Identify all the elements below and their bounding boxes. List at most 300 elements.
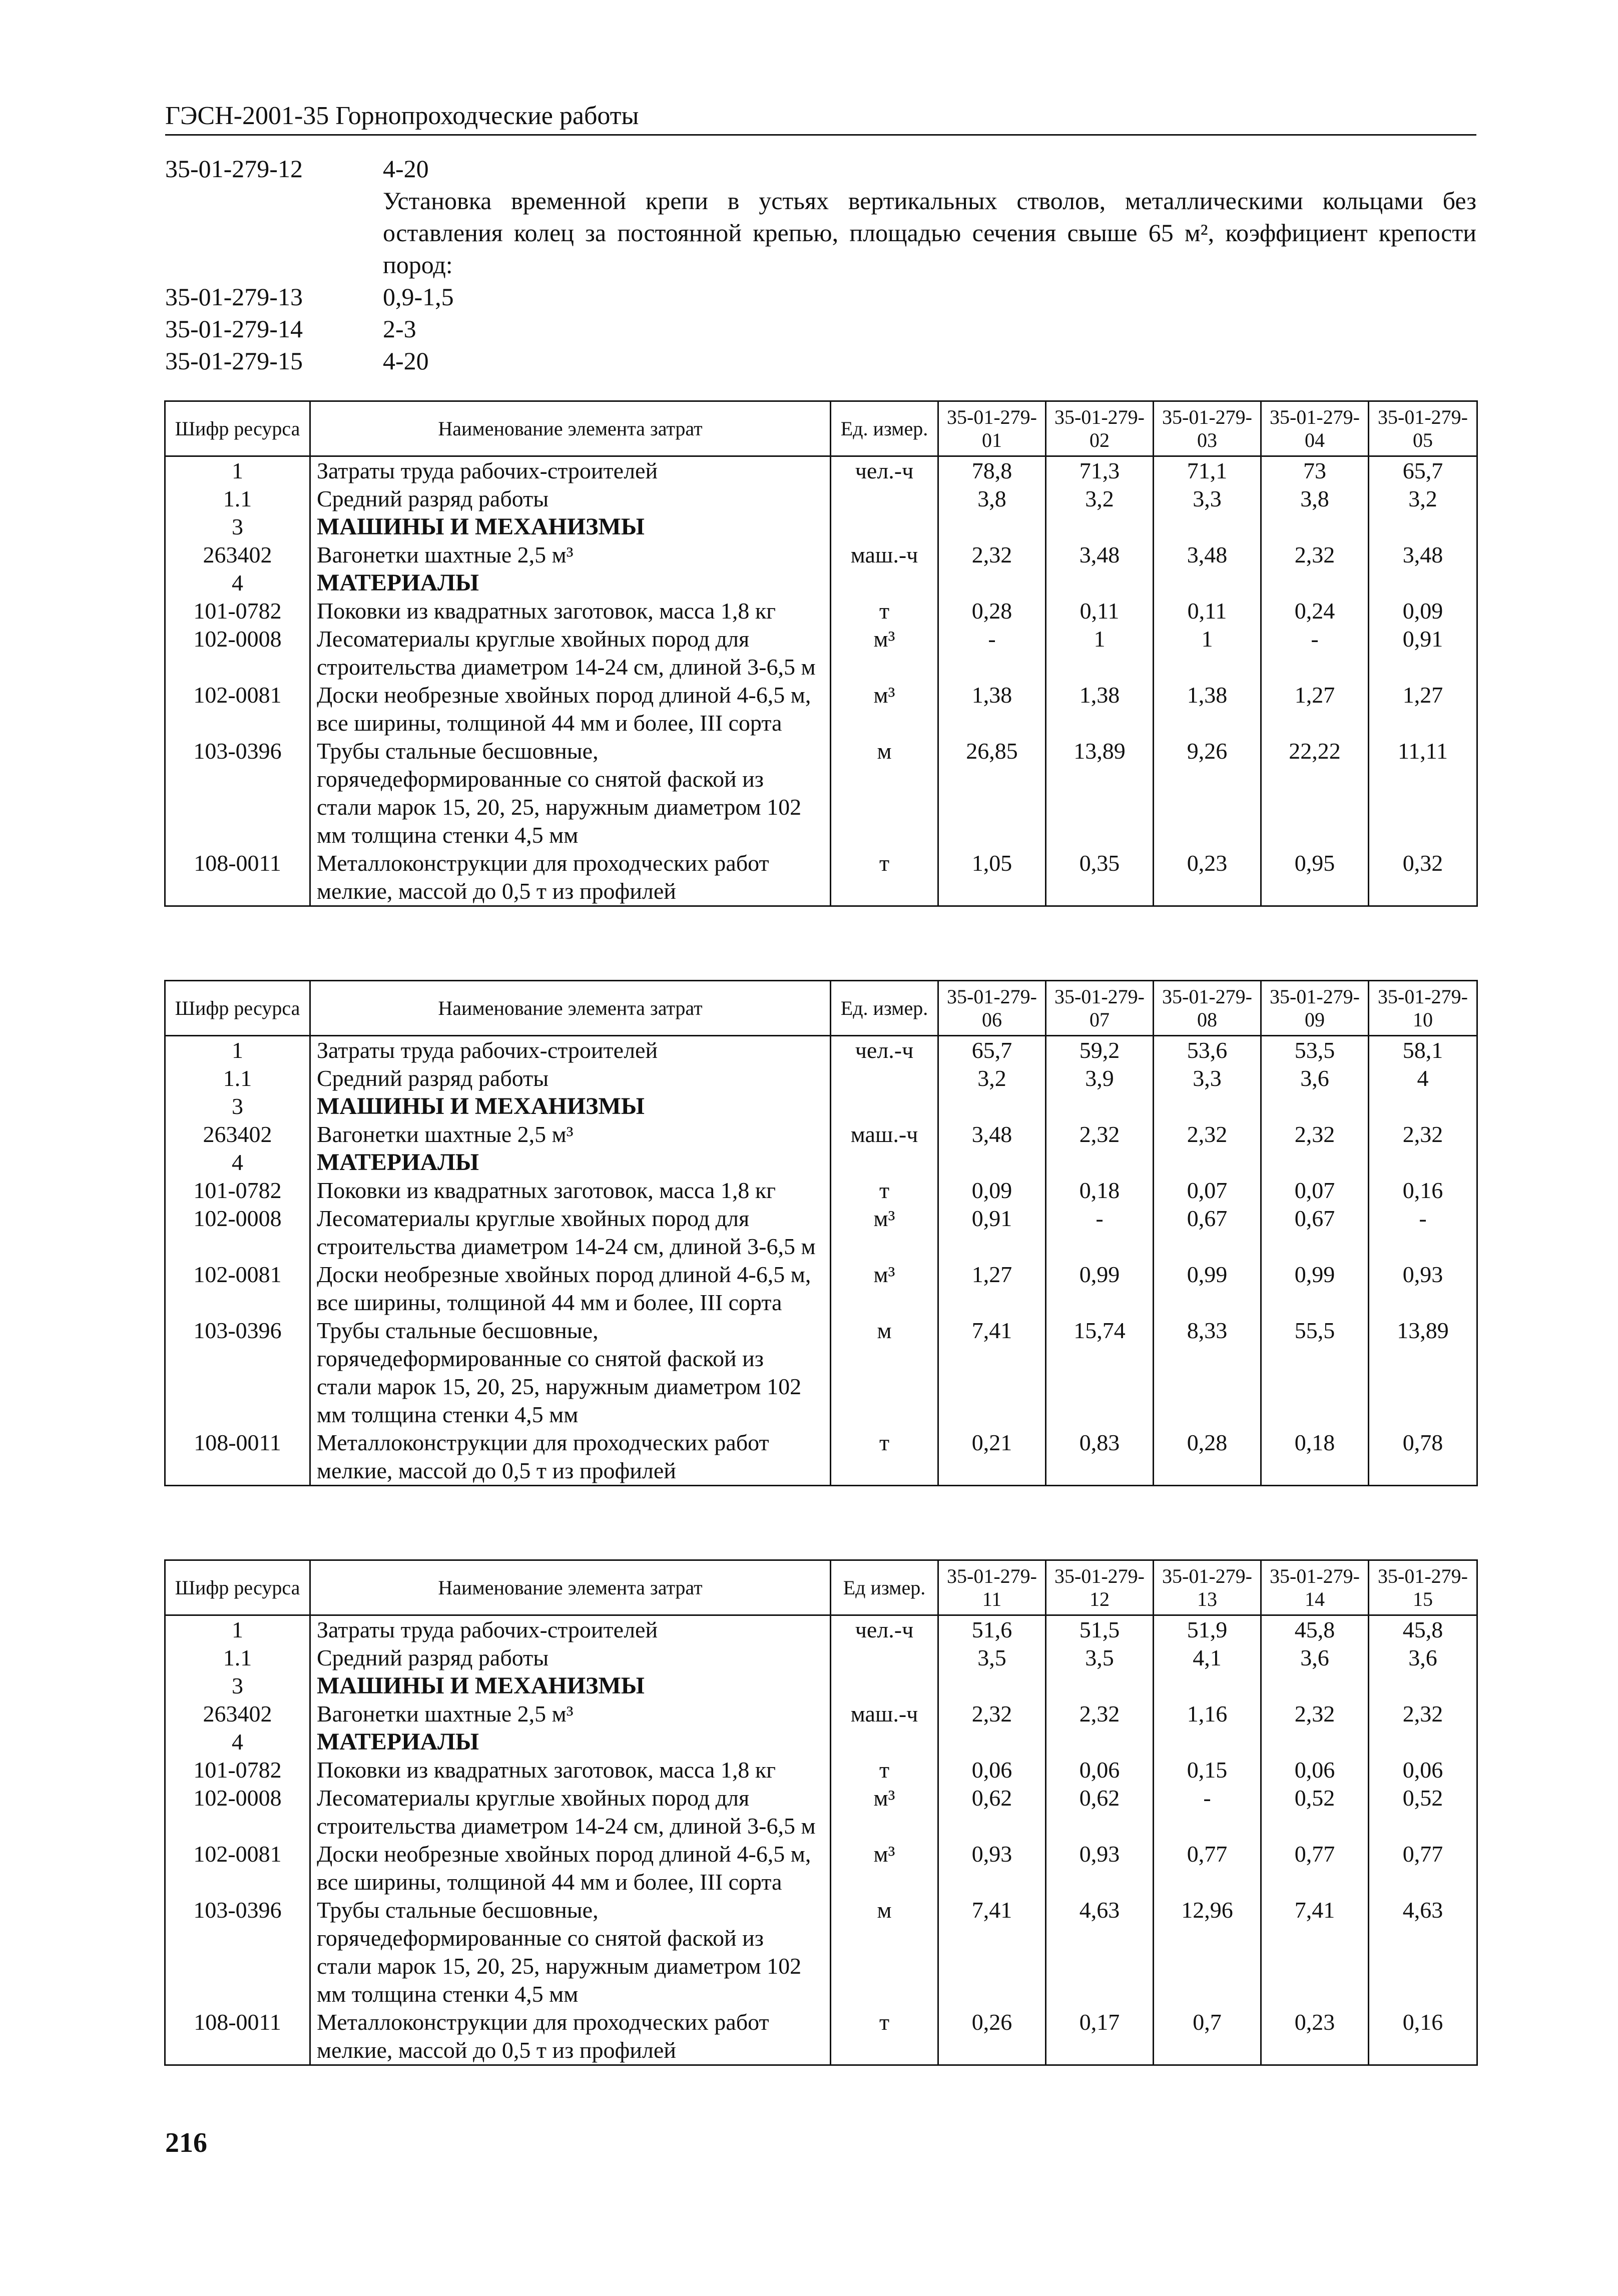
resource-code: 103-0396 — [165, 1896, 310, 2008]
resource-value — [1154, 1728, 1261, 1756]
table-row — [165, 1784, 1477, 1840]
table-row — [165, 2008, 1477, 2065]
resource-code: 1.1 — [165, 1644, 310, 1672]
header-norm-code: 35-01-279-05 — [1369, 401, 1477, 456]
resource-value — [1261, 1728, 1369, 1756]
resource-value: 0,06 — [1046, 1756, 1154, 1784]
resource-value: 0,11 — [1046, 597, 1154, 625]
resource-value: 0,23 — [1261, 2008, 1369, 2065]
resource-name: Трубы стальные бесшовные, горячедеформированные со снятой фаской из стали марок 15, 20, 25, наружным диаметром 102 мм толщина стенки 4,5 мм — [310, 1317, 831, 1429]
header-unit: Ед. измер. — [831, 981, 938, 1036]
intro-value: 4-20 — [383, 347, 429, 375]
resource-unit: м³ — [831, 681, 938, 737]
header-name: Наименование элемента затрат — [310, 1560, 831, 1615]
resource-name: МАШИНЫ И МЕХАНИЗМЫ — [310, 513, 831, 541]
resource-value: 45,8 — [1261, 1615, 1369, 1644]
resource-value: 2,32 — [1369, 1120, 1477, 1149]
resource-name: Вагонетки шахтные 2,5 м³ — [310, 541, 831, 569]
resource-value: 0,77 — [1154, 1840, 1261, 1896]
resource-name: МАТЕРИАЛЫ — [310, 1149, 831, 1177]
page-header — [165, 100, 1476, 136]
resource-value: 3,6 — [1261, 1644, 1369, 1672]
resource-name: Лесоматериалы круглые хвойных пород для строительства диаметром 14-24 см, длиной 3-6,5 м — [310, 1784, 831, 1840]
resource-value: 0,83 — [1046, 1429, 1154, 1486]
resource-value: 11,11 — [1369, 737, 1477, 849]
resource-value: 2,32 — [1046, 1120, 1154, 1149]
resource-value: 3,9 — [1046, 1064, 1154, 1092]
table-row — [165, 456, 1477, 485]
table-row — [165, 541, 1477, 569]
resource-value: 0,93 — [1046, 1840, 1154, 1896]
resource-value: 2,32 — [1154, 1120, 1261, 1149]
resource-code: 102-0008 — [165, 1784, 310, 1840]
resource-value — [1369, 1672, 1477, 1700]
resource-value: 3,48 — [1369, 541, 1477, 569]
table-row — [165, 737, 1477, 849]
header-code: Шифр ресурса — [165, 1560, 310, 1615]
resource-value — [1046, 513, 1154, 541]
resource-value: 1,27 — [1261, 681, 1369, 737]
resource-value: - — [1046, 1205, 1154, 1261]
resource-value: 0,62 — [938, 1784, 1046, 1840]
resource-value: 0,62 — [1046, 1784, 1154, 1840]
resource-value: 3,48 — [938, 1120, 1046, 1149]
resource-value: 1,05 — [938, 849, 1046, 906]
resource-value — [1261, 569, 1369, 597]
resource-code: 1 — [165, 1615, 310, 1644]
resource-name: Средний разряд работы — [310, 485, 831, 513]
resource-name: Поковки из квадратных заготовок, масса 1,8 кг — [310, 597, 831, 625]
resource-name: МАШИНЫ И МЕХАНИЗМЫ — [310, 1092, 831, 1120]
resource-code: 101-0782 — [165, 1177, 310, 1205]
resource-value: 1,38 — [938, 681, 1046, 737]
resource-name: МАШИНЫ И МЕХАНИЗМЫ — [310, 1672, 831, 1700]
resource-unit: чел.-ч — [831, 1036, 938, 1065]
resource-value: 3,5 — [1046, 1644, 1154, 1672]
resource-name: Лесоматериалы круглые хвойных пород для строительства диаметром 14-24 см, длиной 3-6,5 м — [310, 1205, 831, 1261]
resource-value: 3,6 — [1369, 1644, 1477, 1672]
table-row — [165, 513, 1477, 541]
resource-value — [1261, 513, 1369, 541]
resource-value: 51,9 — [1154, 1615, 1261, 1644]
resource-value — [1261, 1092, 1369, 1120]
resource-value: 4,1 — [1154, 1644, 1261, 1672]
resource-code: 108-0011 — [165, 849, 310, 906]
resource-value: 3,2 — [1369, 485, 1477, 513]
resource-value: 7,41 — [938, 1896, 1046, 2008]
resource-value — [1046, 1092, 1154, 1120]
table-row — [165, 1205, 1477, 1261]
resource-table-3 — [164, 1559, 1478, 2066]
resource-name: Трубы стальные бесшовные, горячедеформированные со снятой фаской из стали марок 15, 20, 25, наружным диаметром 102 мм толщина стенки 4,5 мм — [310, 1896, 831, 2008]
resource-value: 0,06 — [1369, 1756, 1477, 1784]
resource-value: 13,89 — [1046, 737, 1154, 849]
resource-code: 4 — [165, 1149, 310, 1177]
resource-name: Затраты труда рабочих-строителей — [310, 1615, 831, 1644]
resource-value: 0,06 — [938, 1756, 1046, 1784]
table-row — [165, 1896, 1477, 2008]
resource-name: Трубы стальные бесшовные, горячедеформированные со снятой фаской из стали марок 15, 20, 25, наружным диаметром 102 мм толщина стенки 4,5 мм — [310, 737, 831, 849]
resource-value: 3,48 — [1154, 541, 1261, 569]
resource-value: 3,8 — [1261, 485, 1369, 513]
resource-value: 12,96 — [1154, 1896, 1261, 2008]
resource-value: 1,38 — [1046, 681, 1154, 737]
resource-unit: чел.-ч — [831, 1615, 938, 1644]
resource-code: 3 — [165, 513, 310, 541]
resource-unit: т — [831, 1429, 938, 1486]
resource-value: 0,17 — [1046, 2008, 1154, 2065]
resource-name: Поковки из квадратных заготовок, масса 1,8 кг — [310, 1756, 831, 1784]
table-row — [165, 1317, 1477, 1429]
resource-value — [1369, 1092, 1477, 1120]
resource-code: 108-0011 — [165, 1429, 310, 1486]
resource-value: - — [1369, 1205, 1477, 1261]
resource-value: 0,32 — [1369, 849, 1477, 906]
resource-value — [1369, 513, 1477, 541]
resource-value: 0,52 — [1369, 1784, 1477, 1840]
resource-value: 4 — [1369, 1064, 1477, 1092]
resource-value: 0,93 — [938, 1840, 1046, 1896]
intro-code: 35-01-279-13 — [165, 283, 303, 311]
resource-name: Металлоконструкции для проходческих работ мелкие, массой до 0,5 т из профилей — [310, 1429, 831, 1486]
table-row — [165, 1177, 1477, 1205]
resource-unit — [831, 513, 938, 541]
resource-value: 0,06 — [1261, 1756, 1369, 1784]
resource-value: 0,91 — [938, 1205, 1046, 1261]
resource-value: 0,78 — [1369, 1429, 1477, 1486]
intro-code: 35-01-279-15 — [165, 347, 303, 375]
resource-value: 0,99 — [1046, 1261, 1154, 1317]
resource-value — [938, 1092, 1046, 1120]
intro-title: Установка временной крепи в устьях вертикальных стволов, металлическими кольцами без оставления колец за постоянной крепью, площадью сечения свыше 65 м², коэффициент крепости пород: — [383, 187, 1476, 279]
resource-value — [1369, 569, 1477, 597]
resource-unit — [831, 569, 938, 597]
table-row — [165, 1064, 1477, 1092]
resource-unit — [831, 1728, 938, 1756]
resource-unit: м — [831, 1896, 938, 2008]
resource-unit: м³ — [831, 1205, 938, 1261]
resource-value — [938, 569, 1046, 597]
resource-value: - — [1154, 1784, 1261, 1840]
resource-value — [1154, 1672, 1261, 1700]
resource-value: 0,67 — [1154, 1205, 1261, 1261]
header-norm-code: 35-01-279-07 — [1046, 981, 1154, 1036]
table-header — [165, 401, 1477, 456]
table-row — [165, 849, 1477, 906]
resource-code: 102-0081 — [165, 1840, 310, 1896]
header-unit: Ед. измер. — [831, 401, 938, 456]
resource-value: 53,6 — [1154, 1036, 1261, 1065]
intro-first-row — [165, 153, 1476, 185]
header-norm-code: 35-01-279-12 — [1046, 1560, 1154, 1615]
resource-unit: м³ — [831, 1261, 938, 1317]
resource-code: 102-0081 — [165, 1261, 310, 1317]
resource-name: Доски необрезные хвойных пород длиной 4-6,5 м, все ширины, толщиной 44 мм и более, III сорта — [310, 1840, 831, 1896]
resource-value — [938, 513, 1046, 541]
table-row — [165, 1261, 1477, 1317]
table-row — [165, 485, 1477, 513]
table-row — [165, 1615, 1477, 1644]
resource-value: 3,2 — [1046, 485, 1154, 513]
table-row — [165, 1644, 1477, 1672]
table-row — [165, 597, 1477, 625]
table-row — [165, 681, 1477, 737]
table-row — [165, 1092, 1477, 1120]
header-code: Шифр ресурса — [165, 981, 310, 1036]
resource-unit: т — [831, 1177, 938, 1205]
resource-code: 263402 — [165, 1700, 310, 1728]
table-row — [165, 1120, 1477, 1149]
resource-value: 0,16 — [1369, 1177, 1477, 1205]
resource-unit: маш.-ч — [831, 1700, 938, 1728]
resource-value: 0,93 — [1369, 1261, 1477, 1317]
resource-value: 0,26 — [938, 2008, 1046, 2065]
resource-code: 4 — [165, 569, 310, 597]
resource-unit: м³ — [831, 1784, 938, 1840]
resource-value: 2,32 — [1261, 541, 1369, 569]
table-row — [165, 1149, 1477, 1177]
resource-name: Средний разряд работы — [310, 1644, 831, 1672]
resource-value: 3,48 — [1046, 541, 1154, 569]
resource-value: 0,99 — [1261, 1261, 1369, 1317]
resource-value: 65,7 — [1369, 456, 1477, 485]
resource-value: 0,77 — [1261, 1840, 1369, 1896]
resource-value: 7,41 — [1261, 1896, 1369, 2008]
resource-unit — [831, 1644, 938, 1672]
resource-code: 263402 — [165, 541, 310, 569]
resource-value: 0,16 — [1369, 2008, 1477, 2065]
header-norm-code: 35-01-279-04 — [1261, 401, 1369, 456]
resource-value — [938, 1149, 1046, 1177]
table-row — [165, 1728, 1477, 1756]
header-norm-code: 35-01-279-10 — [1369, 981, 1477, 1036]
resource-code: 1.1 — [165, 1064, 310, 1092]
resource-table-2 — [164, 980, 1478, 1486]
resource-value: 0,15 — [1154, 1756, 1261, 1784]
resource-value: 0,91 — [1369, 625, 1477, 681]
resource-unit — [831, 485, 938, 513]
intro-row — [165, 313, 1476, 345]
resource-value: 71,3 — [1046, 456, 1154, 485]
resource-value: 3,5 — [938, 1644, 1046, 1672]
header-unit: Ед измер. — [831, 1560, 938, 1615]
intro-value: 0,9-1,5 — [383, 283, 454, 311]
resource-name: Затраты труда рабочих-строителей — [310, 1036, 831, 1065]
resource-value: 0,18 — [1046, 1177, 1154, 1205]
resource-code: 101-0782 — [165, 597, 310, 625]
resource-name: Доски необрезные хвойных пород длиной 4-6,5 м, все ширины, толщиной 44 мм и более, III сорта — [310, 1261, 831, 1317]
table-header — [165, 1560, 1477, 1615]
resource-code: 263402 — [165, 1120, 310, 1149]
resource-name: Металлоконструкции для проходческих работ мелкие, массой до 0,5 т из профилей — [310, 849, 831, 906]
resource-name: МАТЕРИАЛЫ — [310, 569, 831, 597]
header-norm-code: 35-01-279-01 — [938, 401, 1046, 456]
resource-value — [1369, 1149, 1477, 1177]
resource-value: 2,32 — [938, 1700, 1046, 1728]
resource-value: 3,3 — [1154, 485, 1261, 513]
resource-value — [1261, 1672, 1369, 1700]
resource-value: 2,32 — [1369, 1700, 1477, 1728]
resource-value: 0,28 — [938, 597, 1046, 625]
resource-value: 0,35 — [1046, 849, 1154, 906]
intro-row — [165, 345, 1476, 377]
resource-value: 58,1 — [1369, 1036, 1477, 1065]
resource-value: 0,18 — [1261, 1429, 1369, 1486]
resource-value — [1046, 1728, 1154, 1756]
resource-value: 45,8 — [1369, 1615, 1477, 1644]
resource-name: Затраты труда рабочих-строителей — [310, 456, 831, 485]
resource-value — [1046, 1149, 1154, 1177]
resource-value: 3,3 — [1154, 1064, 1261, 1092]
resource-value: 7,41 — [938, 1317, 1046, 1429]
header-norm-code: 35-01-279-15 — [1369, 1560, 1477, 1615]
resource-value — [1154, 1092, 1261, 1120]
resource-value — [1154, 513, 1261, 541]
resource-name: Лесоматериалы круглые хвойных пород для строительства диаметром 14-24 см, длиной 3-6,5 м — [310, 625, 831, 681]
resource-unit: м³ — [831, 1840, 938, 1896]
resource-name: МАТЕРИАЛЫ — [310, 1728, 831, 1756]
resource-value: 0,07 — [1261, 1177, 1369, 1205]
table-row — [165, 1429, 1477, 1486]
resource-unit: м³ — [831, 625, 938, 681]
resource-value: 2,32 — [1261, 1120, 1369, 1149]
resource-value: 4,63 — [1369, 1896, 1477, 2008]
resource-value: 53,5 — [1261, 1036, 1369, 1065]
resource-value — [938, 1728, 1046, 1756]
resource-unit — [831, 1064, 938, 1092]
resource-unit — [831, 1672, 938, 1700]
resource-name: Поковки из квадратных заготовок, масса 1,8 кг — [310, 1177, 831, 1205]
resource-unit: т — [831, 597, 938, 625]
resource-name: Средний разряд работы — [310, 1064, 831, 1092]
resource-code: 101-0782 — [165, 1756, 310, 1784]
resource-value: 3,6 — [1261, 1064, 1369, 1092]
intro-code: 35-01-279-14 — [165, 315, 303, 343]
resource-value — [1046, 1672, 1154, 1700]
resource-value: 0,23 — [1154, 849, 1261, 906]
header-norm-code: 35-01-279-11 — [938, 1560, 1046, 1615]
resource-value: 0,67 — [1261, 1205, 1369, 1261]
intro-value: 4-20 — [383, 155, 429, 183]
resource-value: 73 — [1261, 456, 1369, 485]
resource-code: 102-0008 — [165, 625, 310, 681]
resource-unit: маш.-ч — [831, 1120, 938, 1149]
resource-value: 2,32 — [1046, 1700, 1154, 1728]
resource-value: 4,63 — [1046, 1896, 1154, 2008]
resource-unit — [831, 1149, 938, 1177]
header-norm-code: 35-01-279-14 — [1261, 1560, 1369, 1615]
resource-value: 0,28 — [1154, 1429, 1261, 1486]
resource-name: Металлоконструкции для проходческих работ мелкие, массой до 0,5 т из профилей — [310, 2008, 831, 2065]
resource-value: 0,21 — [938, 1429, 1046, 1486]
resource-value — [1154, 1149, 1261, 1177]
resource-value: 0,77 — [1369, 1840, 1477, 1896]
table-row — [165, 1672, 1477, 1700]
resource-value: 0,7 — [1154, 2008, 1261, 2065]
resource-value: 0,95 — [1261, 849, 1369, 906]
resource-table-1 — [164, 400, 1478, 907]
header-name: Наименование элемента затрат — [310, 401, 831, 456]
header-code: Шифр ресурса — [165, 401, 310, 456]
resource-value: 71,1 — [1154, 456, 1261, 485]
header-norm-code: 35-01-279-02 — [1046, 401, 1154, 456]
resource-value — [1154, 569, 1261, 597]
resource-value: 65,7 — [938, 1036, 1046, 1065]
table-header-row — [165, 981, 1477, 1036]
resource-value: 0,09 — [938, 1177, 1046, 1205]
resource-value: 15,74 — [1046, 1317, 1154, 1429]
header-norm-code: 35-01-279-08 — [1154, 981, 1261, 1036]
resource-value: 0,11 — [1154, 597, 1261, 625]
intro-row — [165, 281, 1476, 313]
header-norm-code: 35-01-279-03 — [1154, 401, 1261, 456]
resource-value: 9,26 — [1154, 737, 1261, 849]
table-header — [165, 981, 1477, 1036]
resource-unit: маш.-ч — [831, 541, 938, 569]
resource-code: 1 — [165, 456, 310, 485]
resource-value: 51,6 — [938, 1615, 1046, 1644]
resource-value: 26,85 — [938, 737, 1046, 849]
header-norm-code: 35-01-279-09 — [1261, 981, 1369, 1036]
resource-code: 1 — [165, 1036, 310, 1065]
resource-code: 103-0396 — [165, 1317, 310, 1429]
table-row — [165, 1756, 1477, 1784]
table-header-row — [165, 401, 1477, 456]
page-number: 216 — [165, 2127, 207, 2158]
table-row — [165, 1700, 1477, 1728]
resource-code: 1.1 — [165, 485, 310, 513]
resource-value: - — [1261, 625, 1369, 681]
resource-value: 51,5 — [1046, 1615, 1154, 1644]
resource-value: 55,5 — [1261, 1317, 1369, 1429]
resource-code: 4 — [165, 1728, 310, 1756]
resource-value — [1261, 1149, 1369, 1177]
resource-name: Вагонетки шахтные 2,5 м³ — [310, 1120, 831, 1149]
resource-unit: м — [831, 737, 938, 849]
resource-value: 0,52 — [1261, 1784, 1369, 1840]
resource-value: 3,8 — [938, 485, 1046, 513]
intro-value: 2-3 — [383, 315, 416, 343]
table-header-row — [165, 1560, 1477, 1615]
resource-unit: т — [831, 1756, 938, 1784]
resource-code: 3 — [165, 1672, 310, 1700]
resource-value: 0,07 — [1154, 1177, 1261, 1205]
resource-value: 1 — [1154, 625, 1261, 681]
resource-value — [938, 1672, 1046, 1700]
resource-value: 1,38 — [1154, 681, 1261, 737]
resource-value: 1,16 — [1154, 1700, 1261, 1728]
header-norm-code: 35-01-279-13 — [1154, 1560, 1261, 1615]
resource-value — [1369, 1728, 1477, 1756]
resource-value: 1 — [1046, 625, 1154, 681]
resource-value: 13,89 — [1369, 1317, 1477, 1429]
table-row — [165, 1840, 1477, 1896]
resource-unit — [831, 1092, 938, 1120]
resource-name: Доски необрезные хвойных пород длиной 4-6,5 м, все ширины, толщиной 44 мм и более, III сорта — [310, 681, 831, 737]
resource-name: Вагонетки шахтные 2,5 м³ — [310, 1700, 831, 1728]
table-row — [165, 569, 1477, 597]
resource-value: 1,27 — [938, 1261, 1046, 1317]
intro-code: 35-01-279-12 — [165, 155, 303, 183]
resource-value: 8,33 — [1154, 1317, 1261, 1429]
resource-code: 102-0008 — [165, 1205, 310, 1261]
resource-unit: чел.-ч — [831, 456, 938, 485]
resource-code: 102-0081 — [165, 681, 310, 737]
resource-value: 59,2 — [1046, 1036, 1154, 1065]
resource-value: 0,99 — [1154, 1261, 1261, 1317]
resource-value — [1046, 569, 1154, 597]
resource-unit: т — [831, 849, 938, 906]
